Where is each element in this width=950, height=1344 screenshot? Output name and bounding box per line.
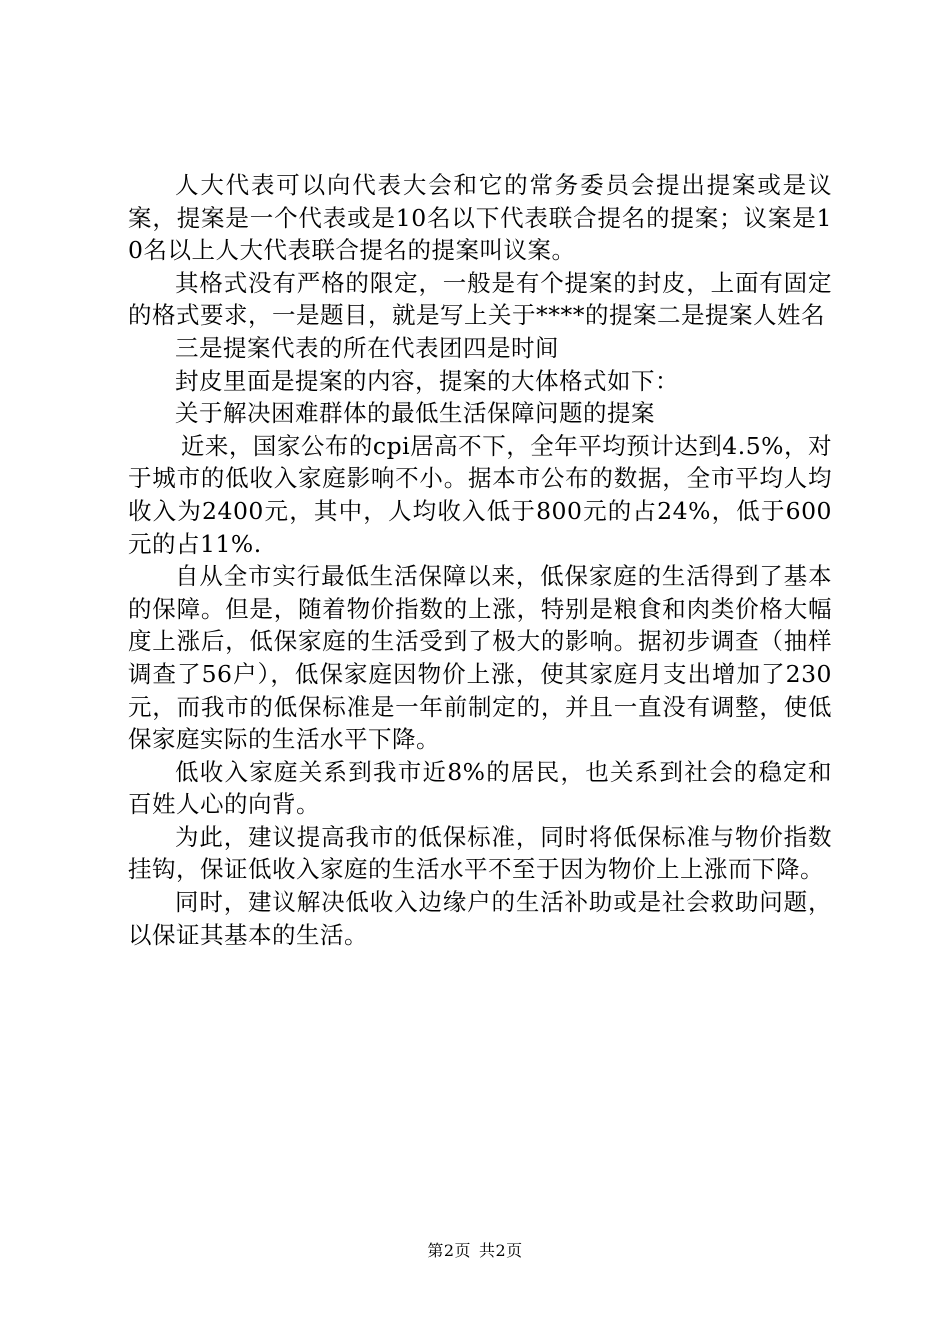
- paragraph-subsidy: 同时，建议解决低收入边缘户的生活补助或是社会救助问题，以保证其基本的生活。: [128, 888, 832, 949]
- paragraph-format: 其格式没有严格的限定，一般是有个提案的封皮，上面有固定的格式要求，一是题目，就是写上关于****的提案二是提案人姓名: [128, 268, 832, 330]
- paragraph-cover-content: 封皮里面是提案的内容，提案的大体格式如下：: [175, 366, 679, 395]
- proposal-title: 关于解决困难群体的最低生活保障问题的提案: [175, 399, 655, 428]
- document-body: [128, 169, 832, 951]
- paragraph-cpi: 近来，国家公布的cpi居高不下，全年平均预计达到4.5%，对于城市的低收入家庭影响不小。据本市公布的数据，全市平均人均收入为2400元，其中，人均收入低于800元的占24%，低于600元的占11%.: [128, 431, 832, 558]
- paragraph-survey: 自从全市实行最低生活保障以来，低保家庭的生活得到了基本的保障。但是，随着物价指数的上涨，特别是粮食和肉类价格大幅度上涨后，低保家庭的生活受到了极大的影响。据初步调查（抽样调查了56户），低保家庭因物价上涨，使其家庭月支出增加了230元，而我市的低保标准是一年前制定的，并且一直没有调整，使低保家庭实际的生活水平下降。: [128, 562, 832, 754]
- paragraph-low-income: 低收入家庭关系到我市近8%的居民，也关系到社会的稳定和百姓人心的向背。: [128, 757, 832, 819]
- page-number: 第2页: [427, 1241, 471, 1260]
- page-footer: [0, 1241, 950, 1261]
- page-total: 共2页: [479, 1241, 523, 1260]
- paragraph-suggestion: 为此，建议提高我市的低保标准，同时将低保标准与物价指数挂钩，保证低收入家庭的生活水平不至于因为物价上上涨而下降。: [128, 822, 832, 884]
- paragraph-intro: 人大代表可以向代表大会和它的常务委员会提出提案或是议案，提案是一个代表或是10名以下代表联合提名的提案；议案是10名以上人大代表联合提名的提案叫议案。: [128, 171, 832, 265]
- paragraph-format-cont: 三是提案代表的所在代表团四是时间: [175, 333, 559, 362]
